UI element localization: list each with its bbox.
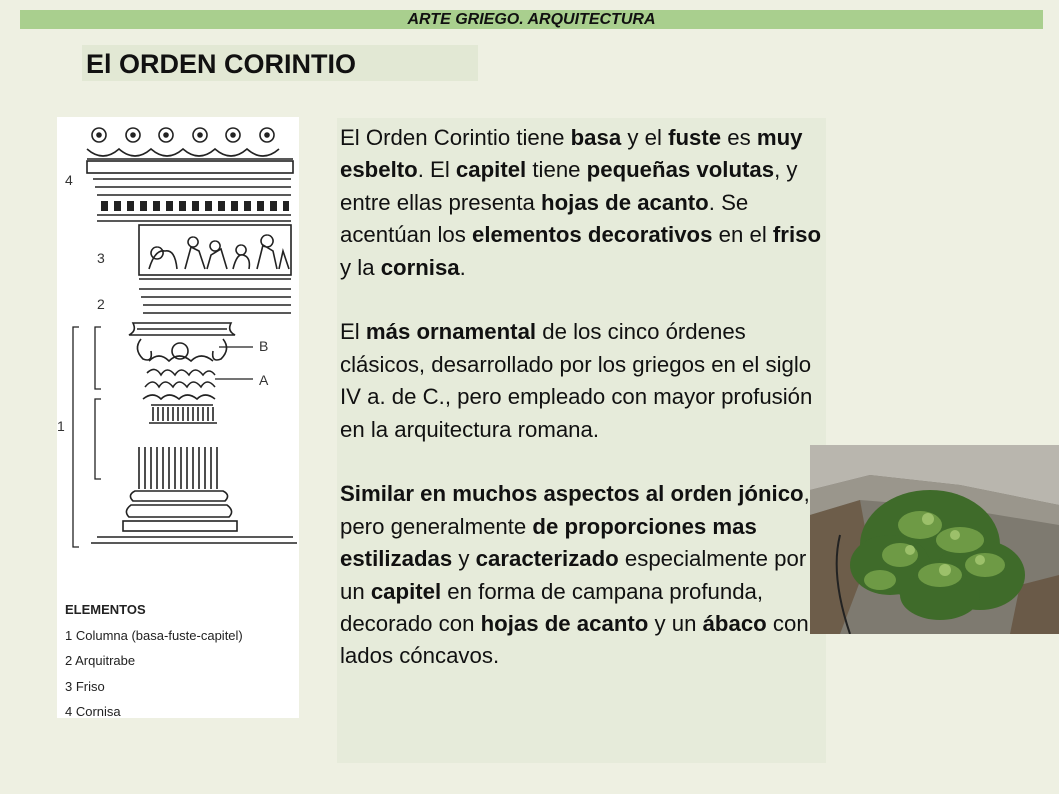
column-shaft bbox=[139, 447, 217, 489]
bold-text: más ornamental bbox=[365, 319, 537, 345]
level-label-2: 2 bbox=[97, 296, 105, 312]
paragraph-1 bbox=[340, 122, 822, 284]
capital-label-a: A bbox=[259, 372, 269, 388]
description-textbox bbox=[337, 118, 826, 763]
corinthian-order-diagram bbox=[57, 117, 299, 718]
text-run: El Orden Corintio tiene bbox=[340, 125, 571, 150]
text-run: y un bbox=[648, 611, 703, 637]
capital-label-b: B bbox=[259, 338, 269, 354]
dentils bbox=[101, 201, 289, 211]
bold-text: cornisa bbox=[380, 254, 460, 280]
architrave bbox=[139, 279, 291, 313]
paragraph-3 bbox=[340, 478, 822, 672]
bold-text: caracterizado bbox=[475, 546, 619, 572]
text-run: y bbox=[452, 546, 476, 572]
bold-text: pequeñas volutas bbox=[586, 157, 775, 183]
bold-text: capitel bbox=[455, 157, 527, 183]
text-run: y la bbox=[340, 254, 381, 280]
legend-item-arquitrabe: 2 Arquitrabe bbox=[65, 653, 136, 668]
frieze-relief bbox=[139, 225, 291, 275]
text-run: , y entre ellas presenta bbox=[340, 157, 798, 215]
column-base bbox=[91, 491, 297, 543]
text-run: y el bbox=[621, 125, 669, 150]
bold-text: hojas de acanto bbox=[541, 189, 709, 215]
text-run: de los cinco órdenes clásicos, desarrollado por los griegos en el siglo IV a. de C., pero empleado con mayor profusión en la arquitectura romana. bbox=[340, 319, 813, 442]
text-run: , pero generalmente bbox=[340, 481, 810, 539]
slide-title: El ORDEN CORINTIO bbox=[82, 45, 478, 81]
legend-item-friso: 3 Friso bbox=[65, 678, 105, 694]
cornice-rosettes bbox=[87, 128, 279, 156]
bold-text: capitel bbox=[370, 578, 442, 604]
legend-title: ELEMENTOS bbox=[65, 602, 146, 617]
text-run: . Se acentúan los bbox=[340, 189, 749, 248]
capital-acanthus bbox=[137, 339, 226, 405]
bold-text: Similar en muchos aspectos al orden jónico bbox=[340, 481, 804, 507]
bold-text: friso bbox=[772, 222, 822, 248]
bold-text: basa bbox=[570, 125, 622, 150]
elements-legend bbox=[65, 597, 243, 725]
text-run: tiene bbox=[526, 157, 587, 183]
column-drawing bbox=[57, 117, 299, 592]
bold-text: elementos decorativos bbox=[472, 222, 713, 248]
text-run: en forma de campana profunda, decorado con bbox=[340, 578, 764, 637]
bold-text: fuste bbox=[668, 125, 722, 150]
section-header: ARTE GRIEGO. ARQUITECTURA bbox=[20, 10, 1043, 29]
legend-item-cornisa: 4 Cornisa bbox=[65, 704, 121, 719]
bold-text: ábaco bbox=[702, 611, 767, 637]
dimension-brackets bbox=[73, 327, 253, 547]
text-run: El bbox=[340, 319, 366, 345]
level-label-4: 4 bbox=[65, 172, 73, 188]
paragraph-2 bbox=[340, 316, 822, 446]
capital-necking bbox=[149, 407, 217, 423]
text-run: . El bbox=[417, 157, 456, 183]
text-run: . bbox=[459, 254, 466, 280]
bold-text: hojas de acanto bbox=[480, 611, 649, 637]
legend-item-columna: 1 Columna (basa-fuste-capitel) bbox=[65, 627, 243, 643]
bold-text: de proporciones mas estilizadas bbox=[340, 513, 757, 572]
text-run: es bbox=[721, 125, 757, 150]
bold-text: muy esbelto bbox=[340, 125, 803, 183]
text-run: especialmente por un bbox=[340, 546, 807, 604]
cornice bbox=[87, 159, 293, 195]
capital-abacus bbox=[129, 323, 235, 335]
level-label-1: 1 bbox=[57, 418, 65, 434]
text-run: en el bbox=[712, 222, 773, 248]
level-label-3: 3 bbox=[97, 250, 105, 266]
acanthus-plant-photo bbox=[810, 445, 1059, 634]
text-run: con lados cóncavos. bbox=[340, 611, 809, 669]
